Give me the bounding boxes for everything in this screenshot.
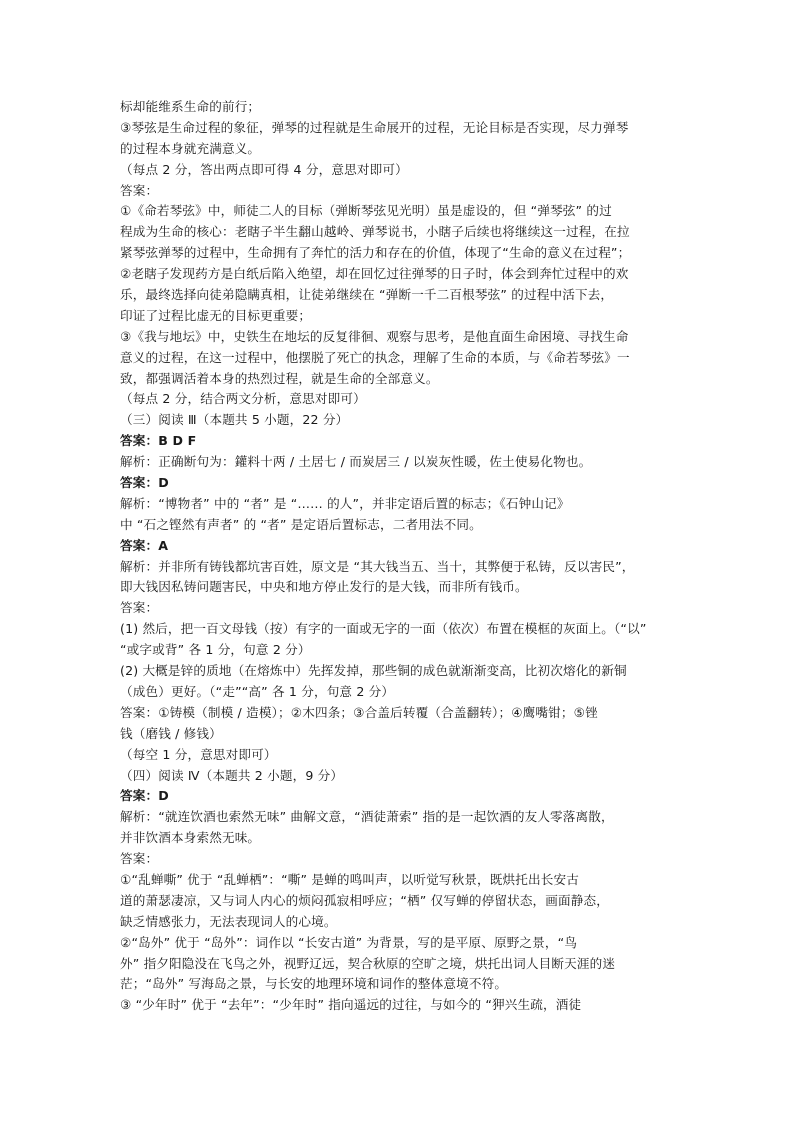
text-line: ②“岛外” 优于 “岛外”：词作以 “长安古道” 为背景，写的是平原、原野之景，“鸟 <box>120 934 578 950</box>
analysis-line: 解析：“博物者” 中的 “者” 是 “…… 的人”，并非定语后置的标志；《石钟山记》 <box>120 495 570 511</box>
text-line: 中 “石之铿然有声者” 的 “者” 是定语后置标志，二者用法不同。 <box>120 516 482 532</box>
text-line: ③ “少年时” 优于 “去年”：“少年时” 指向遥远的过往，与如今的 “狎兴生疏，酒徒 <box>120 997 582 1013</box>
answer-label: 答案： <box>120 182 159 198</box>
text-line: 致，都强调活着本身的热烈过程，就是生命的全部意义。 <box>120 370 439 386</box>
text-line: 标却能维系生命的前行； <box>120 99 261 114</box>
text-line: ①《命若琴弦》中，师徒二人的目标（弹断琴弦见光明）虽是虚设的，但 “弹琴弦” 的过 <box>120 203 612 219</box>
text-line: 印证了过程比虚无的目标更重要； <box>120 307 312 323</box>
text-line: ③《我与地坛》中，史铁生在地坛的反复徘徊、观察与思考，是他直面生命困境、寻找生命 <box>120 328 629 344</box>
document-page <box>120 97 680 1016</box>
text-line: (2) 大概是锌的质地（在熔炼中）先挥发掉，那些铜的成色就渐渐变高，比初次熔化的新铜 <box>120 663 627 679</box>
analysis-line: 解析：正确断句为：鑵料十两 / 土居七 / 而炭居三 / 以炭灰性暖，佐土使易化物也。 <box>120 454 592 470</box>
text-line: (1) 然后，把一百文母钱（按）有字的一面或无字的一面（依次）布置在模框的灰面上。（“以” <box>120 621 647 637</box>
answer-line: 答案：B D F <box>120 433 197 449</box>
text-line: 意义的过程，在这一过程中，他摆脱了死亡的执念，理解了生命的本质，与《命若琴弦》一 <box>120 349 630 365</box>
analysis-line: 解析：并非所有铸钱都坑害百姓，原文是 “其大钱当五、当十，其弊便于私铸，反以害民”， <box>120 558 635 574</box>
section-heading: （四）阅读 Ⅳ（本题共 2 小题，9 分） <box>120 767 344 783</box>
text-line: ②老瞎子发现药方是白纸后陷入绝望，却在回忆过往弹琴的日子时，体会到奔忙过程中的欢 <box>120 266 629 282</box>
text-line: 道的萧瑟凄凉，又与词人内心的烦闷孤寂相呼应；“栖” 仅写蝉的停留状态，画面静态， <box>120 892 610 908</box>
text-line: 外” 指夕阳隐没在飞鸟之外，视野辽远，契合秋原的空旷之境，烘托出词人目断天涯的迷 <box>120 955 616 971</box>
answer-line: 答案：D <box>120 475 169 491</box>
text-line: （每点 2 分，答出两点即可得 4 分，意思对即可） <box>120 161 408 177</box>
text-line: ①“乱蝉嘶” 优于 “乱蝉栖”：“嘶” 是蝉的鸣叫声，以听觉写秋景，既烘托出长安古 <box>120 871 580 887</box>
answer-line: 答案：A <box>120 537 169 553</box>
section-heading: （三）阅读 Ⅲ（本题共 5 小题，22 分） <box>120 412 349 428</box>
answer-label: 答案： <box>120 600 159 616</box>
text-line: 缺乏情感张力，无法表现词人的心境。 <box>120 913 337 929</box>
text-line: 茫；“岛外” 写海岛之景，与长安的地理环境和词作的整体意境不符。 <box>120 976 508 992</box>
text-line: ③琴弦是生命过程的象征，弹琴的过程就是生命展开的过程，无论目标是否实现，尽力弹琴 <box>120 119 629 135</box>
text-line: 钱（磨钱 / 修钱） <box>120 725 222 741</box>
text-line: 并非饮酒本身索然无味。 <box>120 830 261 846</box>
analysis-line: 解析：“就连饮酒也索然无味” 曲解文意，“酒徒萧索” 指的是一起饮酒的友人零落离散， <box>120 809 614 825</box>
text-line: 即大钱因私铸问题害民，中央和地方停止发行的是大钱，而非所有钱币。 <box>120 579 528 595</box>
text-line: 乐，最终选择向徒弟隐瞒真相，让徒弟继续在 “弹断一千二百根琴弦” 的过程中活下去， <box>120 287 614 303</box>
answer-line: 答案：①铸模（制模 / 造模）；②木四条；③合盖后转覆（合盖翻转）；④鹰嘴钳；⑤锉 <box>120 704 598 720</box>
text-line: （每空 1 分，意思对即可） <box>120 746 277 762</box>
answer-label: 答案： <box>120 851 159 867</box>
text-line: 紧琴弦弹琴的过程中，生命拥有了奔忙的活力和存在的价值，体现了“生命的意义在过程”； <box>120 245 631 261</box>
text-line: “或字或背” 各 1 分，句意 2 分） <box>120 642 311 658</box>
text-line: 的过程本身就充满意义。 <box>120 140 261 156</box>
text-line: （成色）更好。（“走”“高” 各 1 分，句意 2 分） <box>120 683 395 699</box>
text-line: （每点 2 分，结合两文分析，意思对即可） <box>120 391 366 407</box>
text-line: 程成为生命的核心：老瞎子半生翻山越岭、弹琴说书，小瞎子后续也将继续这一过程，在拉 <box>120 224 630 240</box>
answer-line: 答案：D <box>120 788 169 804</box>
